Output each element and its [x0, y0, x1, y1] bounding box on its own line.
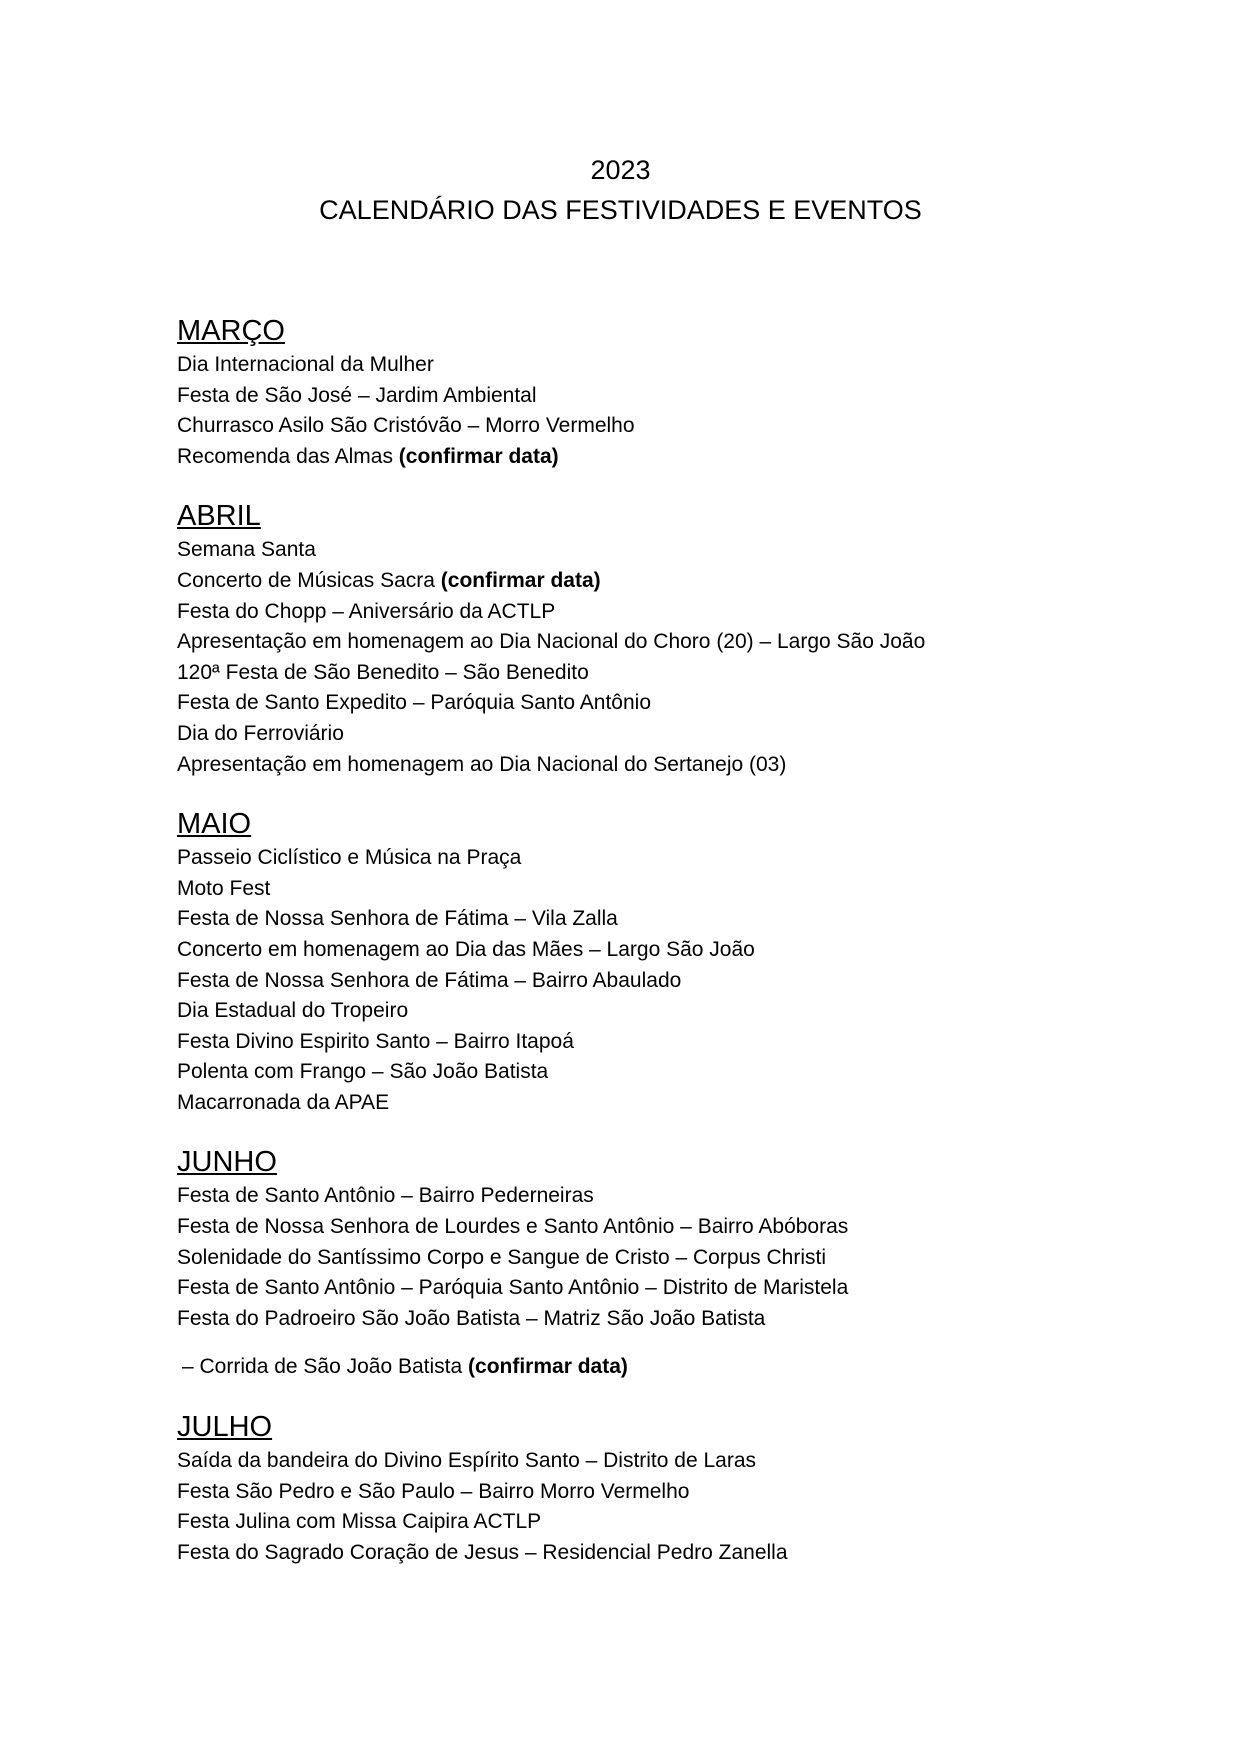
month-section: [177, 312, 1177, 472]
event-text: Festa de Nossa Senhora de Lourdes e Santo Antônio – Bairro Abóboras: [177, 1215, 849, 1239]
title-block: [0, 150, 1241, 230]
event-text: Semana Santa: [177, 538, 316, 562]
event-list: [177, 843, 1177, 1118]
event-text: – Corrida de São João Batista: [182, 1355, 469, 1379]
event-text: Festa do Sagrado Coração de Jesus – Residencial Pedro Zanella: [177, 1540, 788, 1564]
event-item: [177, 1243, 1177, 1274]
event-item: [177, 411, 1177, 442]
month-section: [177, 1408, 1177, 1568]
event-item: [177, 904, 1177, 935]
event-item: [177, 843, 1177, 874]
event-text: Festa de São José – Jardim Ambiental: [177, 383, 537, 407]
event-text: Passeio Ciclístico e Música na Praça: [177, 846, 522, 870]
event-text: Dia do Ferroviário: [177, 721, 344, 745]
event-text: Recomenda das Almas: [177, 444, 399, 468]
event-text: 120ª Festa de São Benedito – São Benedito: [177, 660, 589, 684]
event-text: Dia Internacional da Mulher: [177, 353, 434, 376]
event-text: Festa do Padroeiro São João Batista – Matriz São João Batista: [177, 1306, 766, 1330]
event-item: [177, 566, 1177, 597]
event-item: [177, 1477, 1177, 1508]
event-item: [177, 442, 1177, 473]
event-text: Moto Fest: [177, 876, 271, 900]
event-item: [177, 535, 1177, 566]
event-text: Solenidade do Santíssimo Corpo e Sangue de Cristo – Corpus Christi: [177, 1245, 827, 1269]
event-item: [177, 658, 1177, 689]
event-item: [177, 1446, 1177, 1477]
event-list: [177, 1446, 1177, 1568]
event-item: [177, 750, 1177, 781]
month-heading: ABRIL: [177, 500, 261, 533]
event-list: [177, 535, 1177, 780]
event-list: [177, 350, 1177, 472]
event-item: [177, 1352, 1177, 1383]
month-heading: JULHO: [177, 1411, 273, 1444]
event-text: Festa do Chopp – Aniversário da ACTLP: [177, 599, 556, 623]
event-item: [177, 1057, 1177, 1088]
event-item: [177, 1088, 1177, 1119]
event-item: [177, 381, 1177, 412]
event-text: Festa de Nossa Senhora de Fátima – Vila Zalla: [177, 907, 618, 931]
event-text: Festa de Santo Expedito – Paróquia Santo Antônio: [177, 691, 652, 715]
month-heading: MARÇO: [177, 315, 285, 347]
event-text: Polenta com Frango – São João Batista: [177, 1060, 549, 1084]
event-item: [177, 1304, 1177, 1335]
event-item: [177, 1212, 1177, 1243]
event-item: [177, 1507, 1177, 1538]
event-text: Festa São Pedro e São Paulo – Bairro Morro Vermelho: [177, 1479, 690, 1503]
event-item: [177, 935, 1177, 966]
month-heading: MAIO: [177, 808, 252, 841]
confirm-date-note: (confirmar data): [440, 568, 601, 592]
event-text: Saída da bandeira do Divino Espírito Santo – Distrito de Laras: [177, 1449, 757, 1473]
event-item: [177, 719, 1177, 750]
event-text: Apresentação em homenagem ao Dia Nacional do Sertanejo (03): [177, 752, 787, 776]
event-item: [177, 966, 1177, 997]
event-item: [177, 597, 1177, 628]
event-item: [177, 627, 1177, 658]
event-text: Apresentação em homenagem ao Dia Nacional do Choro (20) – Largo São João: [177, 630, 926, 654]
event-item: [177, 350, 1177, 381]
calendar-content: [177, 312, 1177, 1593]
event-item: [177, 1538, 1177, 1569]
month-section: [177, 1143, 1177, 1383]
event-item: [177, 1027, 1177, 1058]
event-text: Festa de Nossa Senhora de Fátima – Bairro Abaulado: [177, 968, 682, 992]
event-text: Dia Estadual do Tropeiro: [177, 999, 409, 1023]
event-text: Festa Julina com Missa Caipira ACTLP: [177, 1510, 542, 1534]
event-text: Concerto em homenagem ao Dia das Mães – Largo São João: [177, 937, 755, 961]
event-list: [177, 1181, 1177, 1383]
event-text: Concerto de Músicas Sacra: [177, 568, 441, 592]
year-heading: 2023: [590, 155, 651, 185]
event-text: Churrasco Asilo São Cristóvão – Morro Vermelho: [177, 414, 635, 438]
event-item: [177, 1181, 1177, 1212]
event-text: Festa de Santo Antônio – Bairro Pederneiras: [177, 1184, 594, 1208]
event-text: Macarronada da APAE: [177, 1090, 390, 1114]
document-title: CALENDÁRIO DAS FESTIVIDADES E EVENTOS: [319, 195, 922, 225]
event-item: [177, 996, 1177, 1027]
event-item: [177, 1273, 1177, 1304]
month-heading: JUNHO: [177, 1146, 277, 1179]
event-item: [177, 874, 1177, 905]
month-section: [177, 497, 1177, 780]
month-section: [177, 805, 1177, 1118]
confirm-date-note: (confirmar data): [468, 1355, 628, 1379]
event-text: Festa de Santo Antônio – Paróquia Santo Antônio – Distrito de Maristela: [177, 1276, 849, 1300]
event-item: [177, 688, 1177, 719]
confirm-date-note: (confirmar data): [398, 444, 559, 468]
event-text: Festa Divino Espirito Santo – Bairro Itapoá: [177, 1029, 574, 1053]
